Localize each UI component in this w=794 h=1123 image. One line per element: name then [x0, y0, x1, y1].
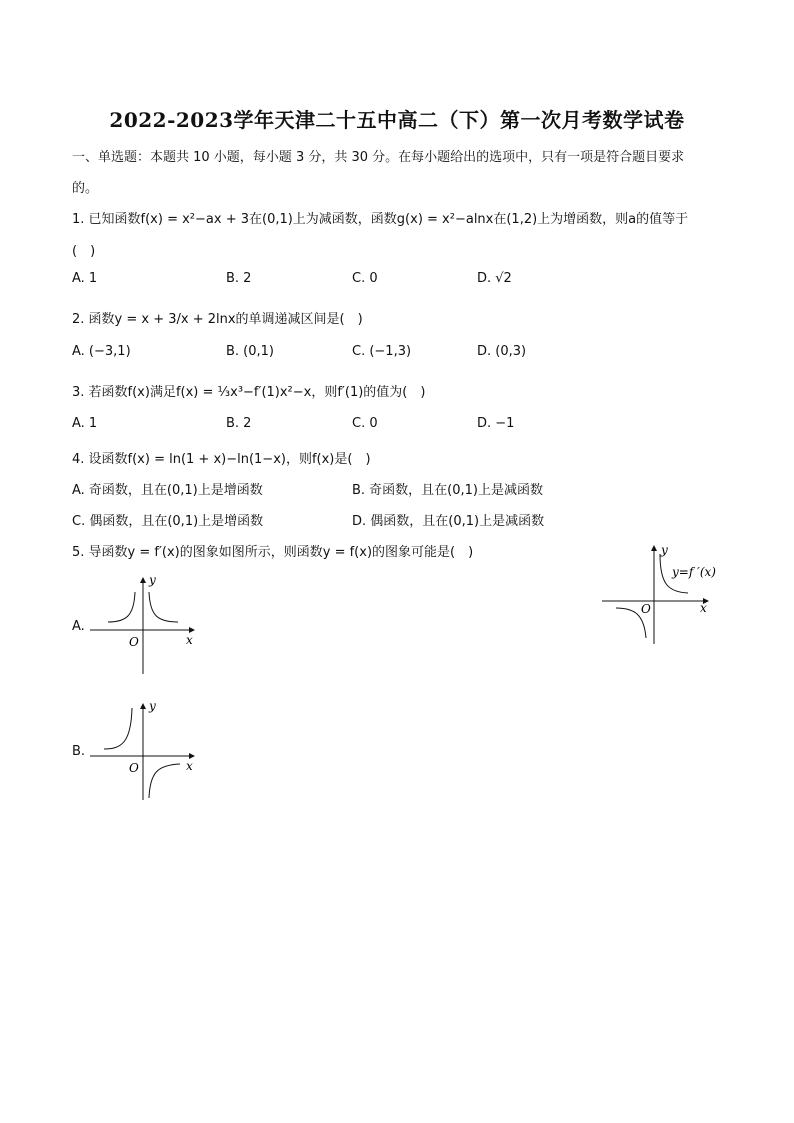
section-header-line2: 的。	[72, 181, 99, 196]
q4-option-d: D. 偶函数，且在(0,1)上是减函数	[352, 514, 545, 529]
q5-option-b: B.	[72, 744, 86, 759]
q5-stem: 5. 导函数y = f′(x)的图象如图所示，则函数y = f(x)的图象可能是( )	[72, 545, 474, 560]
q2-stem: 2. 函数y = x + 3/x + 2lnx的单调递减区间是( )	[72, 312, 363, 327]
q3-option-a: A. 1	[72, 416, 98, 431]
q4-option-c: C. 偶函数，且在(0,1)上是增函数	[72, 514, 264, 529]
q1-option-b: B. 2	[226, 271, 252, 286]
q3-option-c: C. 0	[352, 416, 378, 431]
x-label: x	[186, 759, 193, 773]
q1-option-a: A. 1	[72, 271, 98, 286]
q2-option-a: A. (−3,1)	[72, 344, 131, 359]
x-label: x	[700, 601, 707, 615]
q3-option-d: D. −1	[477, 416, 515, 431]
q2-option-d: D. (0,3)	[477, 344, 527, 359]
q2-option-c: C. (−1,3)	[352, 344, 412, 359]
q1-option-d: D. √2	[477, 271, 512, 286]
q5-option-b-graph	[86, 698, 202, 804]
y-label: y	[149, 699, 156, 713]
q3-option-b: B. 2	[226, 416, 252, 431]
origin-label: O	[129, 761, 139, 775]
q1-stem-line1: 1. 已知函数f(x) = x²−ax + 3在(0,1)上为减函数，函数g(x) = x²−alnx在(1,2)上为增函数，则a的值等于	[72, 212, 689, 227]
q5-option-a-graph	[86, 572, 202, 676]
curve-right-branch	[149, 764, 180, 798]
q1-stem-line2: ( )	[72, 244, 96, 259]
section-header-line1: 一、单选题：本题共 10 小题，每小题 3 分，共 30 分。在每小题给出的选项中，只有一项是符合题目要求	[72, 150, 685, 165]
q2-option-b: B. (0,1)	[226, 344, 275, 359]
curve-left-branch	[104, 708, 132, 749]
curve-right-branch	[149, 592, 178, 622]
y-label: y	[661, 543, 668, 557]
page-title: 2022-2023学年天津二十五中高二（下）第一次月考数学试卷	[109, 108, 685, 132]
q4-option-b: B. 奇函数，且在(0,1)上是减函数	[352, 483, 544, 498]
q5-reference-graph	[598, 540, 728, 650]
origin-label: O	[129, 635, 139, 649]
q1-option-c: C. 0	[352, 271, 378, 286]
y-label: y	[149, 573, 156, 587]
q5-option-a: A.	[72, 619, 85, 634]
q4-option-a: A. 奇函数，且在(0,1)上是增函数	[72, 483, 263, 498]
curve-label: y=f ′(x)	[672, 565, 716, 579]
q3-stem: 3. 若函数f(x)满足f(x) = ⅓x³−f′(1)x²−x，则f′(1)的值为( )	[72, 385, 426, 400]
q4-stem: 4. 设函数f(x) = ln(1 + x)−ln(1−x)，则f(x)是( )	[72, 452, 371, 467]
curve-left-branch	[108, 592, 135, 622]
origin-label: O	[641, 602, 651, 616]
x-label: x	[186, 633, 193, 647]
